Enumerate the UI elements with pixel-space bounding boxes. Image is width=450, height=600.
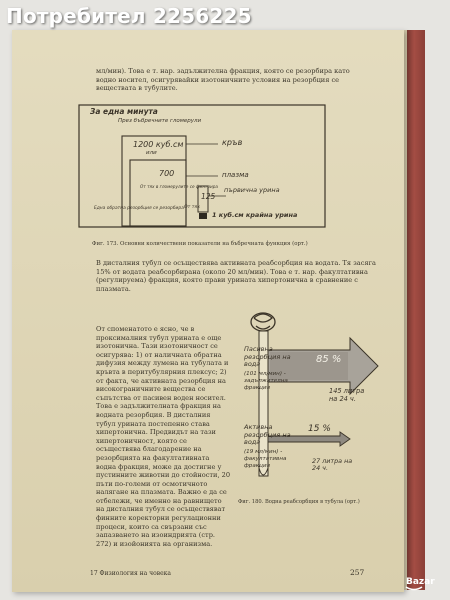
fig1-box2-label: плазма [222,171,249,179]
fig1-box2-value: 700 [159,169,175,178]
figure1-caption: Фиг. 173. Основни количествени показатели на бъбречната функция (орт.) [92,241,308,247]
fig1-box3-value: 125 [201,192,216,201]
fig2-label-active: Активна резорбция на вода [244,423,291,446]
page-top-paragraph: мл/мин). Това е т. нар. задължителна фракция, която се резорбира като водно носител, осигурявайки изотоничните условия на резорбция се веществата в тубулите. [96,67,350,93]
fig1-box1-label: кръв [222,138,243,147]
page-number: 257 [350,568,365,577]
fig2-pct1: 85 % [316,354,342,365]
fig2-label-passive: Пасивна резорбция на вода [244,345,291,368]
fig1-box3-note: От тях [184,205,200,210]
fig1-heading: За една минута [90,107,158,116]
fig2-passive-sub: (101 мл/мин) - задължителна фракция [244,371,288,391]
footer-book-title: 17 Физиология на човека [90,570,171,577]
fig2-litres1: 145 литра на 24 ч. [329,387,365,403]
fig2-litres2: 27 литра на 24 ч. [312,457,353,473]
fig1-box1-value: 1200 куб.см [133,140,184,149]
body-column-left: От споменатото е ясно, че в проксималния тубул урината е още изотонична. Тази изотоничност се осигурява: 1) от наличната обратна дифузия между лумена на тубулата и кръвта в перитубулярния плексус; 2) от факта, че активната резорбция на високограничните вещества се съпътства от пасивен воден носител. Това е задължителната фракция на водната резорбция. В дисталния тубул урината постепенно става хипертонична. Предвидът на тази хипертоничност, която се осъществява благодарение на резорбцията на факултативната водна фракция, може да достигне у пустинните животни до стойности, 20 пъти по-големи от осмотичното налягане на плазмата. Важно е да се отбележи, че именно на равнището на дисталния тубул се осъществяват финните коректорни регулационни процеси, които са свързани със запазването на изоиндрията (стр. 272) и изойонията на организма. [96,325,231,548]
fig1-subheading: През бъбречните гломерули [118,118,202,124]
bazar-logo-icon [402,574,442,592]
book-spine [407,30,425,590]
fig2-pct2: 15 % [308,424,331,434]
glomerulus-icon [251,313,275,331]
fig1-box2-note: От тях в гломерулите се филтрира [140,184,218,189]
fig2-active-sub: (19 мл/мин) - факултативна фракция [244,449,287,469]
box-plasma [130,160,186,226]
fig1-box3-label: първична урина [224,186,280,194]
fig1-box1-unit: или [146,150,157,156]
body-paragraph: В дисталния тубул се осъществява активната реабсорбция на водата. Тя засяга 15% от водата реабсорбирана (около 20 мл/мин). Това е т. нар. факултативна (регулируема) фракция, която прави урината хипертонична в сравнение с плазмата. [96,259,376,293]
user-watermark [6,4,252,28]
box-final-urine [199,213,207,219]
watermark-text: Потребител 2256225 [6,4,252,28]
figure2-caption: Фиг. 180. Водна реабсорбция в тубула (орт.) [238,499,360,505]
fig1-bottom-note: Една обратна резорбция се резорбира [94,206,184,211]
svg-text:Bazar: Bazar [406,577,435,587]
fig1-final-label: 1 куб.см крайна урина [212,211,298,219]
